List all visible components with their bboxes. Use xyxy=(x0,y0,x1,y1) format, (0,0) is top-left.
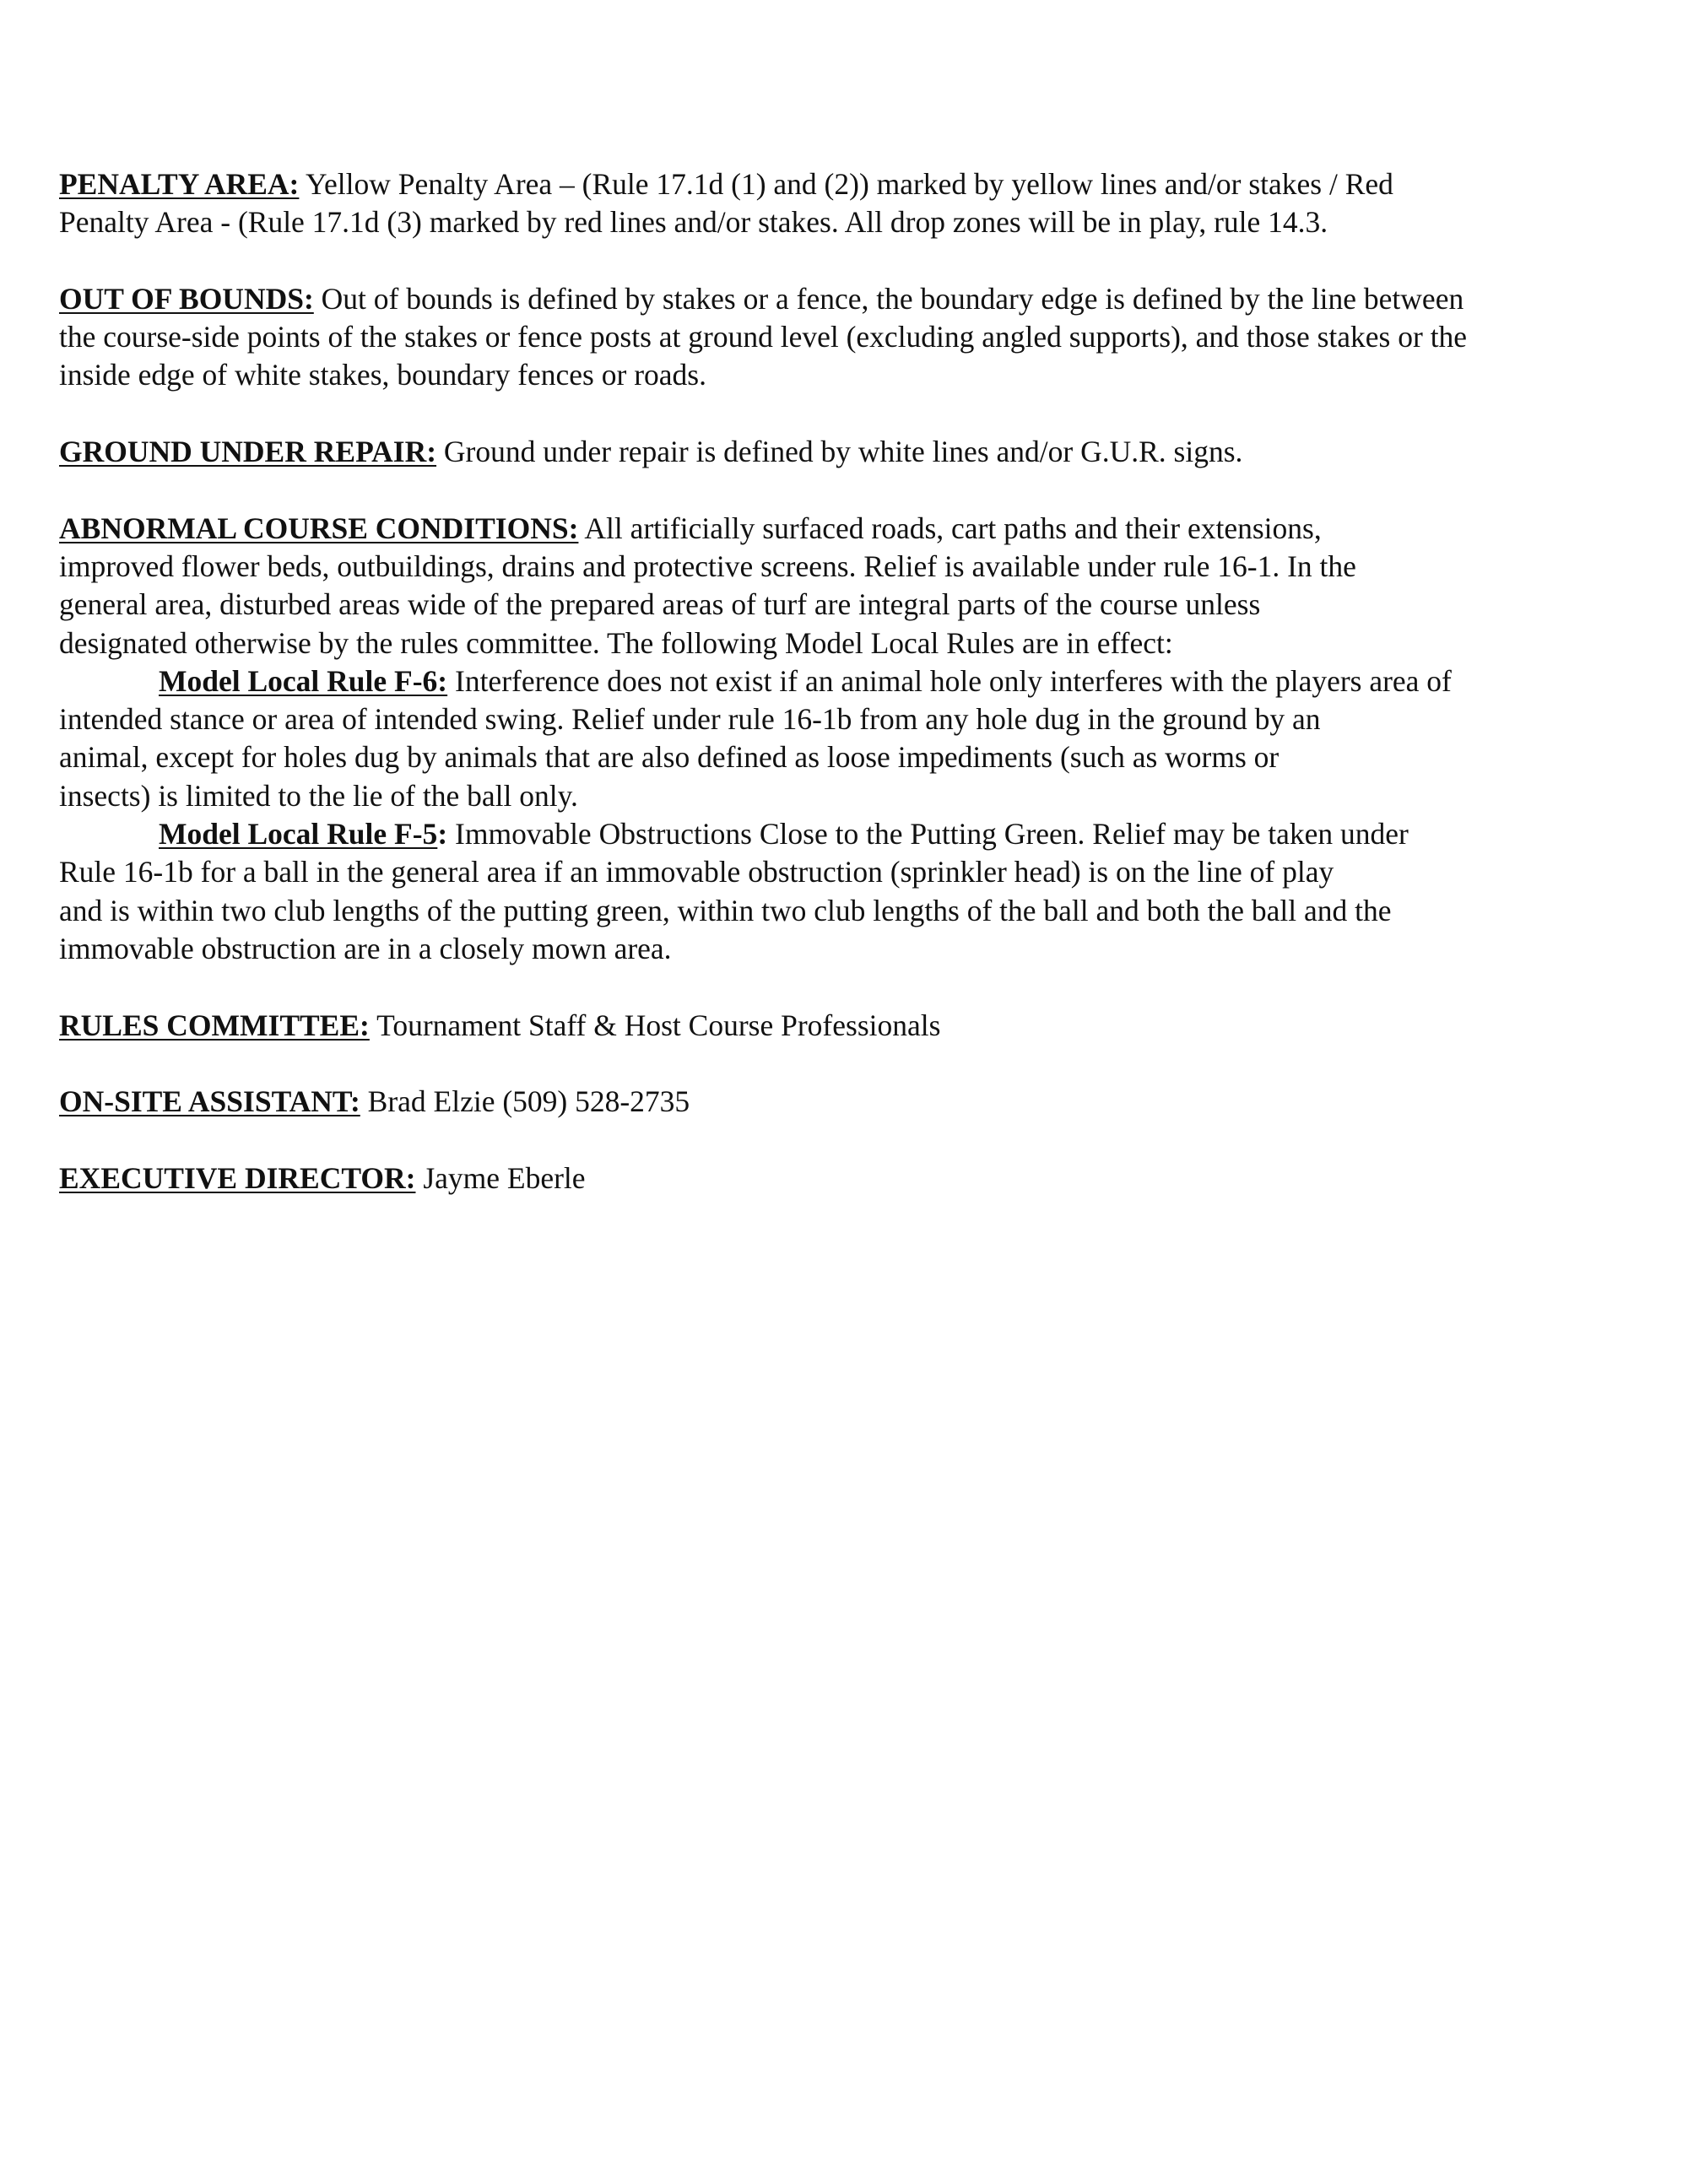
model-local-rule-f6-text: Interference does not exist if an animal hole only interferes with the players area of xyxy=(455,663,1452,698)
out-of-bounds-label: OUT OF BOUNDS: xyxy=(59,281,314,316)
penalty-area-text: Yellow Penalty Area – (Rule 17.1d (1) and (2)) marked by yellow lines and/or stakes / Red xyxy=(305,167,1393,201)
model-local-rule-f5-colon: : xyxy=(437,817,448,851)
abnormal-course-conditions-text: general area, disturbed areas wide of the prepared areas of turf are integral parts of the course unless xyxy=(59,587,1261,622)
abnormal-course-conditions-text: designated otherwise by the rules committee. The following Model Local Rules are in effect: xyxy=(59,625,1173,660)
ground-under-repair-section xyxy=(59,433,1629,471)
penalty-area-text: Penalty Area - (Rule 17.1d (3) marked by red lines and/or stakes. All drop zones will be in play, rule 14.3. xyxy=(59,205,1328,240)
ground-under-repair-text: Ground under repair is defined by white lines and/or G.U.R. signs. xyxy=(443,435,1243,469)
text-line xyxy=(59,165,1629,203)
penalty-area-label: PENALTY AREA: xyxy=(59,167,300,201)
out-of-bounds-text: Out of bounds is defined by stakes or a fence, the boundary edge is defined by the line between xyxy=(321,281,1464,316)
abnormal-course-conditions-text: All artificially surfaced roads, cart paths and their extensions, xyxy=(584,511,1322,545)
text-line xyxy=(59,815,1629,853)
text-line xyxy=(59,433,1629,471)
out-of-bounds-text: the course-side points of the stakes or fence posts at ground level (excluding angled supports), and those stakes or the xyxy=(59,320,1468,354)
abnormal-course-conditions-text: improved flower beds, outbuildings, drains and protective screens. Relief is available under rule 16-1. In the xyxy=(59,549,1356,583)
text-line xyxy=(59,662,1629,700)
on-site-assistant-value: Brad Elzie (509) 528-2735 xyxy=(367,1084,690,1119)
text-line xyxy=(59,1160,1629,1197)
model-local-rule-f5-text: Rule 16-1b for a ball in the general area if an immovable obstruction (sprinkler head) is on the line of play xyxy=(59,855,1334,889)
model-local-rule-f6-text: animal, except for holes dug by animals that are also defined as loose impediments (such as worms or xyxy=(59,740,1280,775)
abnormal-course-conditions-label: ABNORMAL COURSE CONDITIONS: xyxy=(59,511,579,545)
document-page xyxy=(59,165,1629,1235)
on-site-assistant-section xyxy=(59,1083,1629,1121)
on-site-assistant-label: ON-SITE ASSISTANT: xyxy=(59,1084,360,1119)
model-local-rule-f6-text: insects) is limited to the lie of the ball only. xyxy=(59,778,578,813)
rules-committee-section xyxy=(59,1007,1629,1045)
text-line xyxy=(59,280,1629,318)
out-of-bounds-text: inside edge of white stakes, boundary fences or roads. xyxy=(59,358,706,392)
model-local-rule-f6-label: Model Local Rule F-6: xyxy=(159,663,448,698)
abnormal-course-conditions-section xyxy=(59,510,1629,969)
model-local-rule-f6-text: intended stance or area of intended swing. Relief under rule 16-1b from any hole dug in the ground by an xyxy=(59,702,1321,737)
executive-director-label: EXECUTIVE DIRECTOR: xyxy=(59,1160,416,1195)
executive-director-value: Jayme Eberle xyxy=(423,1160,586,1195)
model-local-rule-f5-text: and is within two club lengths of the putting green, within two club lengths of the ball and both the ball and the xyxy=(59,893,1392,927)
text-line xyxy=(59,510,1629,548)
model-local-rule-f5-text: Immovable Obstructions Close to the Putting Green. Relief may be taken under xyxy=(455,817,1409,851)
executive-director-section xyxy=(59,1160,1629,1197)
model-local-rule-f5-text: immovable obstruction are in a closely mown area. xyxy=(59,931,672,965)
text-line xyxy=(59,1083,1629,1121)
penalty-area-section xyxy=(59,165,1629,242)
ground-under-repair-label: GROUND UNDER REPAIR: xyxy=(59,435,437,469)
model-local-rule-f5-label: Model Local Rule F-5 xyxy=(159,817,438,851)
rules-committee-value: Tournament Staff & Host Course Professionals xyxy=(376,1008,941,1042)
text-line xyxy=(59,1007,1629,1045)
rules-committee-label: RULES COMMITTEE: xyxy=(59,1008,370,1042)
out-of-bounds-section xyxy=(59,280,1629,395)
